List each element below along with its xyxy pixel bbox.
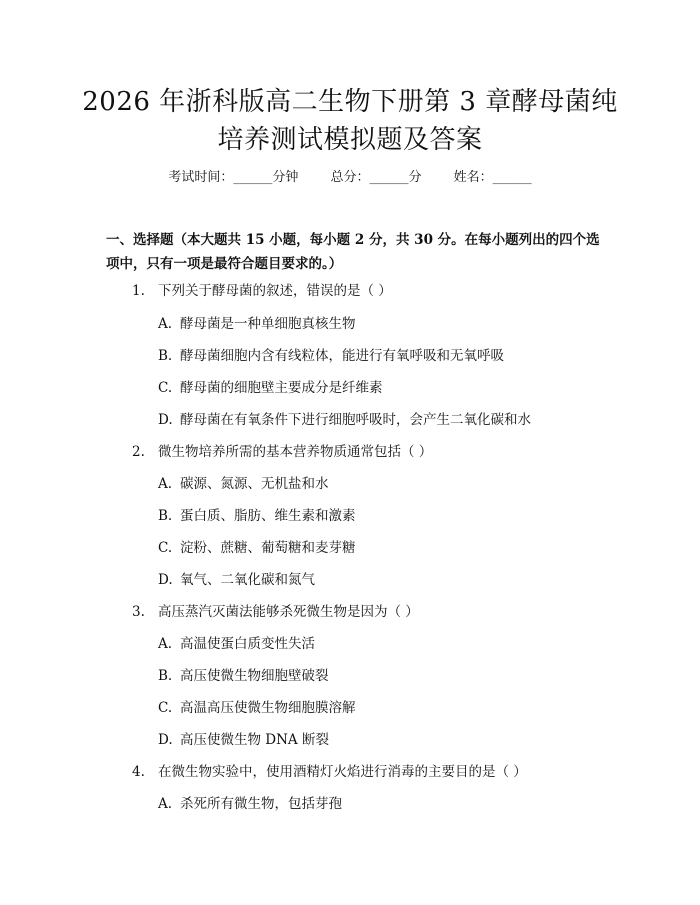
option-text: 高温高压使微生物细胞膜溶解 (180, 700, 356, 716)
exam-time: 考试时间：______分钟 (168, 170, 299, 185)
option-text: 杀死所有微生物，包括芽孢 (180, 796, 342, 812)
question-3 (132, 602, 419, 622)
option-text: 酵母菌在有氧条件下进行细胞呼吸时，会产生二氧化碳和水 (180, 412, 531, 428)
question-4 (132, 762, 527, 782)
option-3d (158, 730, 329, 750)
option-letter: A. (158, 636, 173, 652)
document-title-line-1: 2026 年浙科版高二生物下册第 3 章酵母菌纯 (82, 87, 618, 117)
option-1b (158, 346, 504, 366)
option-letter: A. (158, 476, 173, 492)
option-2a (158, 474, 329, 494)
option-letter: D. (158, 732, 173, 748)
option-3b (158, 666, 329, 686)
option-4a (158, 794, 342, 814)
question-1 (132, 281, 392, 301)
option-1d (158, 410, 531, 430)
option-text: 酵母菌是一种单细胞真核生物 (180, 316, 356, 332)
option-letter: A. (158, 796, 173, 812)
option-letter: C. (158, 540, 173, 556)
section-heading-line-1: 一、选择题（本大题共 15 小题，每小题 2 分，共 30 分。在每小题列出的四个选 (106, 232, 600, 248)
question-2 (132, 442, 432, 462)
option-text: 淀粉、蔗糖、葡萄糖和麦芽糖 (180, 540, 356, 556)
option-text: 氧气、二氧化碳和氮气 (180, 572, 315, 588)
option-text: 高压使微生物 DNA 断裂 (180, 732, 329, 748)
total-score: 总分：______分 (330, 170, 422, 185)
option-2d (158, 570, 315, 590)
option-letter: B. (158, 348, 173, 364)
option-1c (158, 378, 383, 398)
exam-info (0, 168, 700, 188)
option-text: 酵母菌的细胞壁主要成分是纤维素 (180, 380, 383, 396)
option-3a (158, 634, 315, 654)
option-letter: C. (158, 380, 173, 396)
student-name: 姓名：______ (453, 170, 532, 185)
option-text: 碳源、氮源、无机盐和水 (180, 476, 329, 492)
option-letter: C. (158, 700, 173, 716)
question-text: 微生物培养所需的基本营养物质通常包括（ ） (158, 444, 433, 460)
option-letter: A. (158, 316, 173, 332)
section-heading (106, 228, 606, 276)
document-title-line-2: 培养测试模拟题及答案 (217, 125, 483, 155)
option-letter: B. (158, 508, 173, 524)
option-2c (158, 538, 356, 558)
option-3c (158, 698, 356, 718)
option-letter: B. (158, 668, 173, 684)
option-text: 高压使微生物细胞壁破裂 (180, 668, 329, 684)
option-letter: D. (158, 412, 173, 428)
question-number: 2. (132, 444, 145, 460)
option-text: 蛋白质、脂肪、维生素和激素 (180, 508, 356, 524)
option-1a (158, 314, 356, 334)
section-heading-line-2: 项中，只有一项是最符合题目要求的。） (106, 256, 343, 272)
question-text: 下列关于酵母菌的叙述，错误的是（ ） (158, 283, 392, 299)
question-number: 3. (132, 604, 145, 620)
option-letter: D. (158, 572, 173, 588)
option-text: 高温使蛋白质变性失活 (180, 636, 315, 652)
question-number: 1. (132, 283, 145, 299)
option-text: 酵母菌细胞内含有线粒体，能进行有氧呼吸和无氧呼吸 (180, 348, 504, 364)
question-text: 高压蒸汽灭菌法能够杀死微生物是因为（ ） (158, 604, 419, 620)
option-2b (158, 506, 356, 526)
question-number: 4. (132, 764, 145, 780)
question-text: 在微生物实验中，使用酒精灯火焰进行消毒的主要目的是（ ） (158, 764, 527, 780)
